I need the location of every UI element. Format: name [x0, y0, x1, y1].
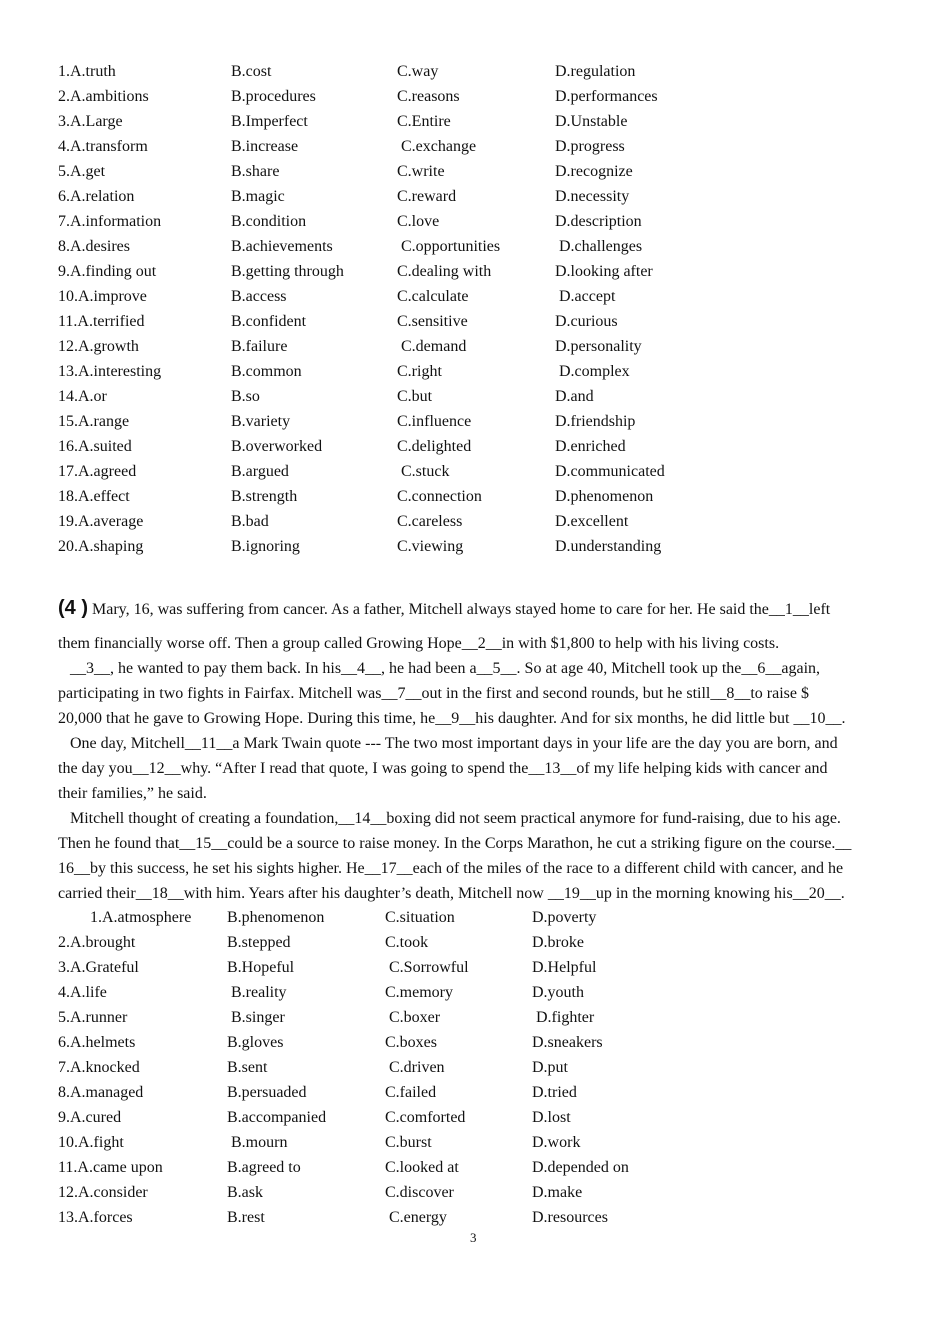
option-b: B.argued: [231, 463, 289, 480]
passage-line: [58, 731, 898, 756]
option-d: D.understanding: [555, 538, 662, 555]
option-d: D.description: [555, 213, 642, 230]
option-b: B.Hopeful: [227, 959, 295, 976]
option-row: [0, 484, 950, 509]
option-row: [0, 259, 950, 284]
option-c: C.reasons: [397, 88, 460, 105]
option-row: [0, 1030, 950, 1055]
option-b: B.phenomenon: [227, 909, 325, 926]
option-d: D.progress: [555, 138, 625, 155]
option-row: [0, 1005, 950, 1030]
option-a: 10.A.improve: [58, 288, 147, 305]
option-b: B.agreed to: [227, 1159, 301, 1176]
passage-line: [58, 596, 898, 622]
option-d: D.and: [555, 388, 594, 405]
option-row: [0, 1055, 950, 1080]
option-d: D.broke: [532, 934, 584, 951]
option-d: D.poverty: [532, 909, 597, 926]
option-a: 16.A.suited: [58, 438, 132, 455]
option-d: D.curious: [555, 313, 618, 330]
option-a: 5.A.runner: [58, 1009, 128, 1026]
option-a: 7.A.knocked: [58, 1059, 140, 1076]
passage-line: [58, 806, 898, 831]
option-c: C.comforted: [385, 1109, 466, 1126]
passage-line: [58, 656, 898, 681]
option-c: C.Sorrowful: [385, 959, 469, 976]
option-c: C.opportunities: [397, 238, 501, 255]
option-d: D.Helpful: [532, 959, 597, 976]
option-d: D.put: [532, 1059, 568, 1076]
option-c: C.viewing: [397, 538, 464, 555]
option-d: D.personality: [555, 338, 642, 355]
passage-line: [58, 856, 898, 881]
option-row: [0, 1105, 950, 1130]
option-b: B.Imperfect: [231, 113, 308, 130]
option-d: D.Unstable: [555, 113, 628, 130]
option-b: B.strength: [231, 488, 298, 505]
option-c: C.calculate: [397, 288, 469, 305]
option-c: C.influence: [397, 413, 472, 430]
option-c: C.love: [397, 213, 440, 230]
option-row: [0, 359, 950, 384]
option-d: D.work: [532, 1134, 581, 1151]
option-c: C.failed: [385, 1084, 437, 1101]
option-row: [0, 434, 950, 459]
option-c: C.delighted: [397, 438, 472, 455]
option-row: [0, 159, 950, 184]
option-a: 1.A.truth: [58, 63, 116, 80]
option-b: B.access: [231, 288, 287, 305]
option-a: 19.A.average: [58, 513, 144, 530]
option-c: C.stuck: [397, 463, 450, 480]
option-a: 3.A.Grateful: [58, 959, 139, 976]
option-row: [0, 284, 950, 309]
option-d: D.youth: [532, 984, 584, 1001]
option-a: 1.A.atmosphere: [58, 909, 192, 926]
option-c: C.took: [385, 934, 429, 951]
option-row: [0, 84, 950, 109]
option-b: B.ignoring: [231, 538, 300, 555]
passage-line: [58, 631, 898, 656]
option-c: C.Entire: [397, 113, 451, 130]
option-b: B.magic: [231, 188, 285, 205]
option-row: [0, 334, 950, 359]
option-d: D.accept: [555, 288, 616, 305]
option-a: 5.A.get: [58, 163, 106, 180]
option-d: D.excellent: [555, 513, 629, 530]
option-a: 4.A.life: [58, 984, 107, 1001]
option-c: C.way: [397, 63, 439, 80]
option-b: B.variety: [231, 413, 291, 430]
option-a: 10.A.fight: [58, 1134, 124, 1151]
passage-line: [58, 706, 898, 731]
option-b: B.increase: [231, 138, 299, 155]
passage-line: [58, 681, 898, 706]
option-a: 15.A.range: [58, 413, 130, 430]
option-b: B.ask: [227, 1184, 263, 1201]
option-c: C.right: [397, 363, 442, 380]
option-row: [0, 1180, 950, 1205]
option-c: C.but: [397, 388, 433, 405]
option-b: B.overworked: [231, 438, 323, 455]
option-a: 9.A.cured: [58, 1109, 122, 1126]
option-b: B.confident: [231, 313, 307, 330]
option-a: 13.A.interesting: [58, 363, 162, 380]
option-row: [0, 930, 950, 955]
option-d: D.necessity: [555, 188, 630, 205]
option-a: 2.A.brought: [58, 934, 136, 951]
option-c: C.sensitive: [397, 313, 468, 330]
option-c: C.demand: [397, 338, 467, 355]
option-a: 11.A.came upon: [58, 1159, 163, 1176]
option-d: D.sneakers: [532, 1034, 603, 1051]
option-b: B.share: [231, 163, 280, 180]
option-b: B.accompanied: [227, 1109, 327, 1126]
option-row: [0, 409, 950, 434]
option-c: C.burst: [385, 1134, 432, 1151]
option-row: [0, 134, 950, 159]
passage-text: 20,000 that he gave to Growing Hope. During this time, he__9__his daughter. And for six months, he did little but __10__.: [58, 710, 846, 727]
option-d: D.phenomenon: [555, 488, 654, 505]
option-row: [0, 459, 950, 484]
option-row: [0, 384, 950, 409]
option-c: C.connection: [397, 488, 482, 505]
option-a: 12.A.consider: [58, 1184, 148, 1201]
option-b: B.mourn: [227, 1134, 288, 1151]
option-a: 11.A.terrified: [58, 313, 145, 330]
option-row: [0, 980, 950, 1005]
option-b: B.getting through: [231, 263, 344, 280]
option-d: D.fighter: [532, 1009, 595, 1026]
option-row: [0, 309, 950, 334]
passage-text: participating in two fights in Fairfax. Mitchell was__7__out in the first and second rounds, but he still__8__to raise $: [58, 685, 809, 702]
option-b: B.achievements: [231, 238, 333, 255]
option-row: [0, 1155, 950, 1180]
passage-text: 16__by this success, he set his sights higher. He__17__each of the miles of the race to a different child with cancer, and he: [58, 860, 844, 877]
option-d: D.complex: [555, 363, 630, 380]
option-b: B.so: [231, 388, 260, 405]
option-d: D.communicated: [555, 463, 665, 480]
option-b: B.procedures: [231, 88, 316, 105]
option-b: B.bad: [231, 513, 269, 530]
option-a: 7.A.information: [58, 213, 162, 230]
option-row: [0, 905, 950, 930]
option-a: 17.A.agreed: [58, 463, 137, 480]
option-row: [0, 109, 950, 134]
option-b: B.sent: [227, 1059, 268, 1076]
passage-line: [58, 831, 898, 856]
option-row: [0, 509, 950, 534]
option-d: D.make: [532, 1184, 583, 1201]
option-a: 4.A.transform: [58, 138, 148, 155]
option-c: C.looked at: [385, 1159, 459, 1176]
option-b: B.singer: [227, 1009, 285, 1026]
option-a: 14.A.or: [58, 388, 107, 405]
option-d: D.regulation: [555, 63, 636, 80]
option-c: C.energy: [385, 1209, 447, 1226]
passage-text: carried their__18__with him. Years after his daughter’s death, Mitchell now __19__up in the morning knowing his__20__.: [58, 885, 845, 902]
option-c: C.reward: [397, 188, 457, 205]
option-c: C.boxes: [385, 1034, 437, 1051]
option-a: 13.A.forces: [58, 1209, 133, 1226]
passage-line: [58, 881, 898, 906]
passage-line: [58, 756, 898, 781]
passage-text: One day, Mitchell__11__a Mark Twain quote --- The two most important days in your life are the day you are born, and: [58, 735, 838, 752]
option-a: 2.A.ambitions: [58, 88, 149, 105]
passage-text: Mary, 16, was suffering from cancer. As a father, Mitchell always stayed home to care for her. He said the__1__left: [88, 601, 831, 618]
passage-text: them financially worse off. Then a group called Growing Hope__2__in with $1,800 to help with his living costs.: [58, 635, 780, 652]
option-row: [0, 1130, 950, 1155]
option-row: [0, 955, 950, 980]
option-row: [0, 59, 950, 84]
option-c: C.memory: [385, 984, 453, 1001]
option-d: D.lost: [532, 1109, 571, 1126]
option-c: C.driven: [385, 1059, 445, 1076]
option-d: D.tried: [532, 1084, 577, 1101]
passage-text: Mitchell thought of creating a foundation,__14__boxing did not seem practical anymore for fund-raising, due to his age.: [58, 810, 841, 827]
option-a: 6.A.relation: [58, 188, 135, 205]
page-number: 3: [470, 1230, 477, 1245]
option-a: 3.A.Large: [58, 113, 123, 130]
option-b: B.stepped: [227, 934, 291, 951]
option-c: C.write: [397, 163, 445, 180]
option-a: 6.A.helmets: [58, 1034, 136, 1051]
option-row: [0, 1205, 950, 1230]
passage-text: the day you__12__why. “After I read that quote, I was going to spend the__13__of my life helping kids with cancer and: [58, 760, 828, 777]
option-b: B.failure: [231, 338, 288, 355]
option-a: 8.A.managed: [58, 1084, 144, 1101]
option-row: [0, 534, 950, 559]
option-a: 18.A.effect: [58, 488, 130, 505]
option-c: C.exchange: [397, 138, 477, 155]
option-c: C.discover: [385, 1184, 454, 1201]
option-b: B.condition: [231, 213, 307, 230]
option-b: B.rest: [227, 1209, 265, 1226]
option-d: D.performances: [555, 88, 658, 105]
option-c: C.dealing with: [397, 263, 492, 280]
option-b: B.reality: [227, 984, 287, 1001]
option-c: C.situation: [385, 909, 455, 926]
option-d: D.enriched: [555, 438, 626, 455]
option-b: B.gloves: [227, 1034, 284, 1051]
option-d: D.depended on: [532, 1159, 629, 1176]
option-row: [0, 184, 950, 209]
passage-text: Then he found that__15__could be a source to raise money. In the Corps Marathon, he cut a striking figure on the course.__: [58, 835, 852, 852]
passage-text: their families,” he said.: [58, 785, 207, 802]
option-c: C.boxer: [385, 1009, 441, 1026]
option-row: [0, 1080, 950, 1105]
option-a: 20.A.shaping: [58, 538, 144, 555]
passage-line: [58, 781, 898, 806]
passage-label: (4 ): [58, 597, 88, 619]
option-a: 8.A.desires: [58, 238, 130, 255]
option-b: B.persuaded: [227, 1084, 307, 1101]
option-c: C.careless: [397, 513, 463, 530]
option-d: D.friendship: [555, 413, 636, 430]
option-b: B.common: [231, 363, 302, 380]
option-a: 9.A.finding out: [58, 263, 157, 280]
option-a: 12.A.growth: [58, 338, 139, 355]
passage-text: __3__, he wanted to pay them back. In his__4__, he had been a__5__. So at age 40, Mitchell took up the__6__again,: [58, 660, 821, 677]
option-row: [0, 209, 950, 234]
option-d: D.looking after: [555, 263, 653, 280]
option-d: D.challenges: [555, 238, 643, 255]
option-d: D.resources: [532, 1209, 608, 1226]
option-row: [0, 234, 950, 259]
option-b: B.cost: [231, 63, 272, 80]
option-d: D.recognize: [555, 163, 633, 180]
